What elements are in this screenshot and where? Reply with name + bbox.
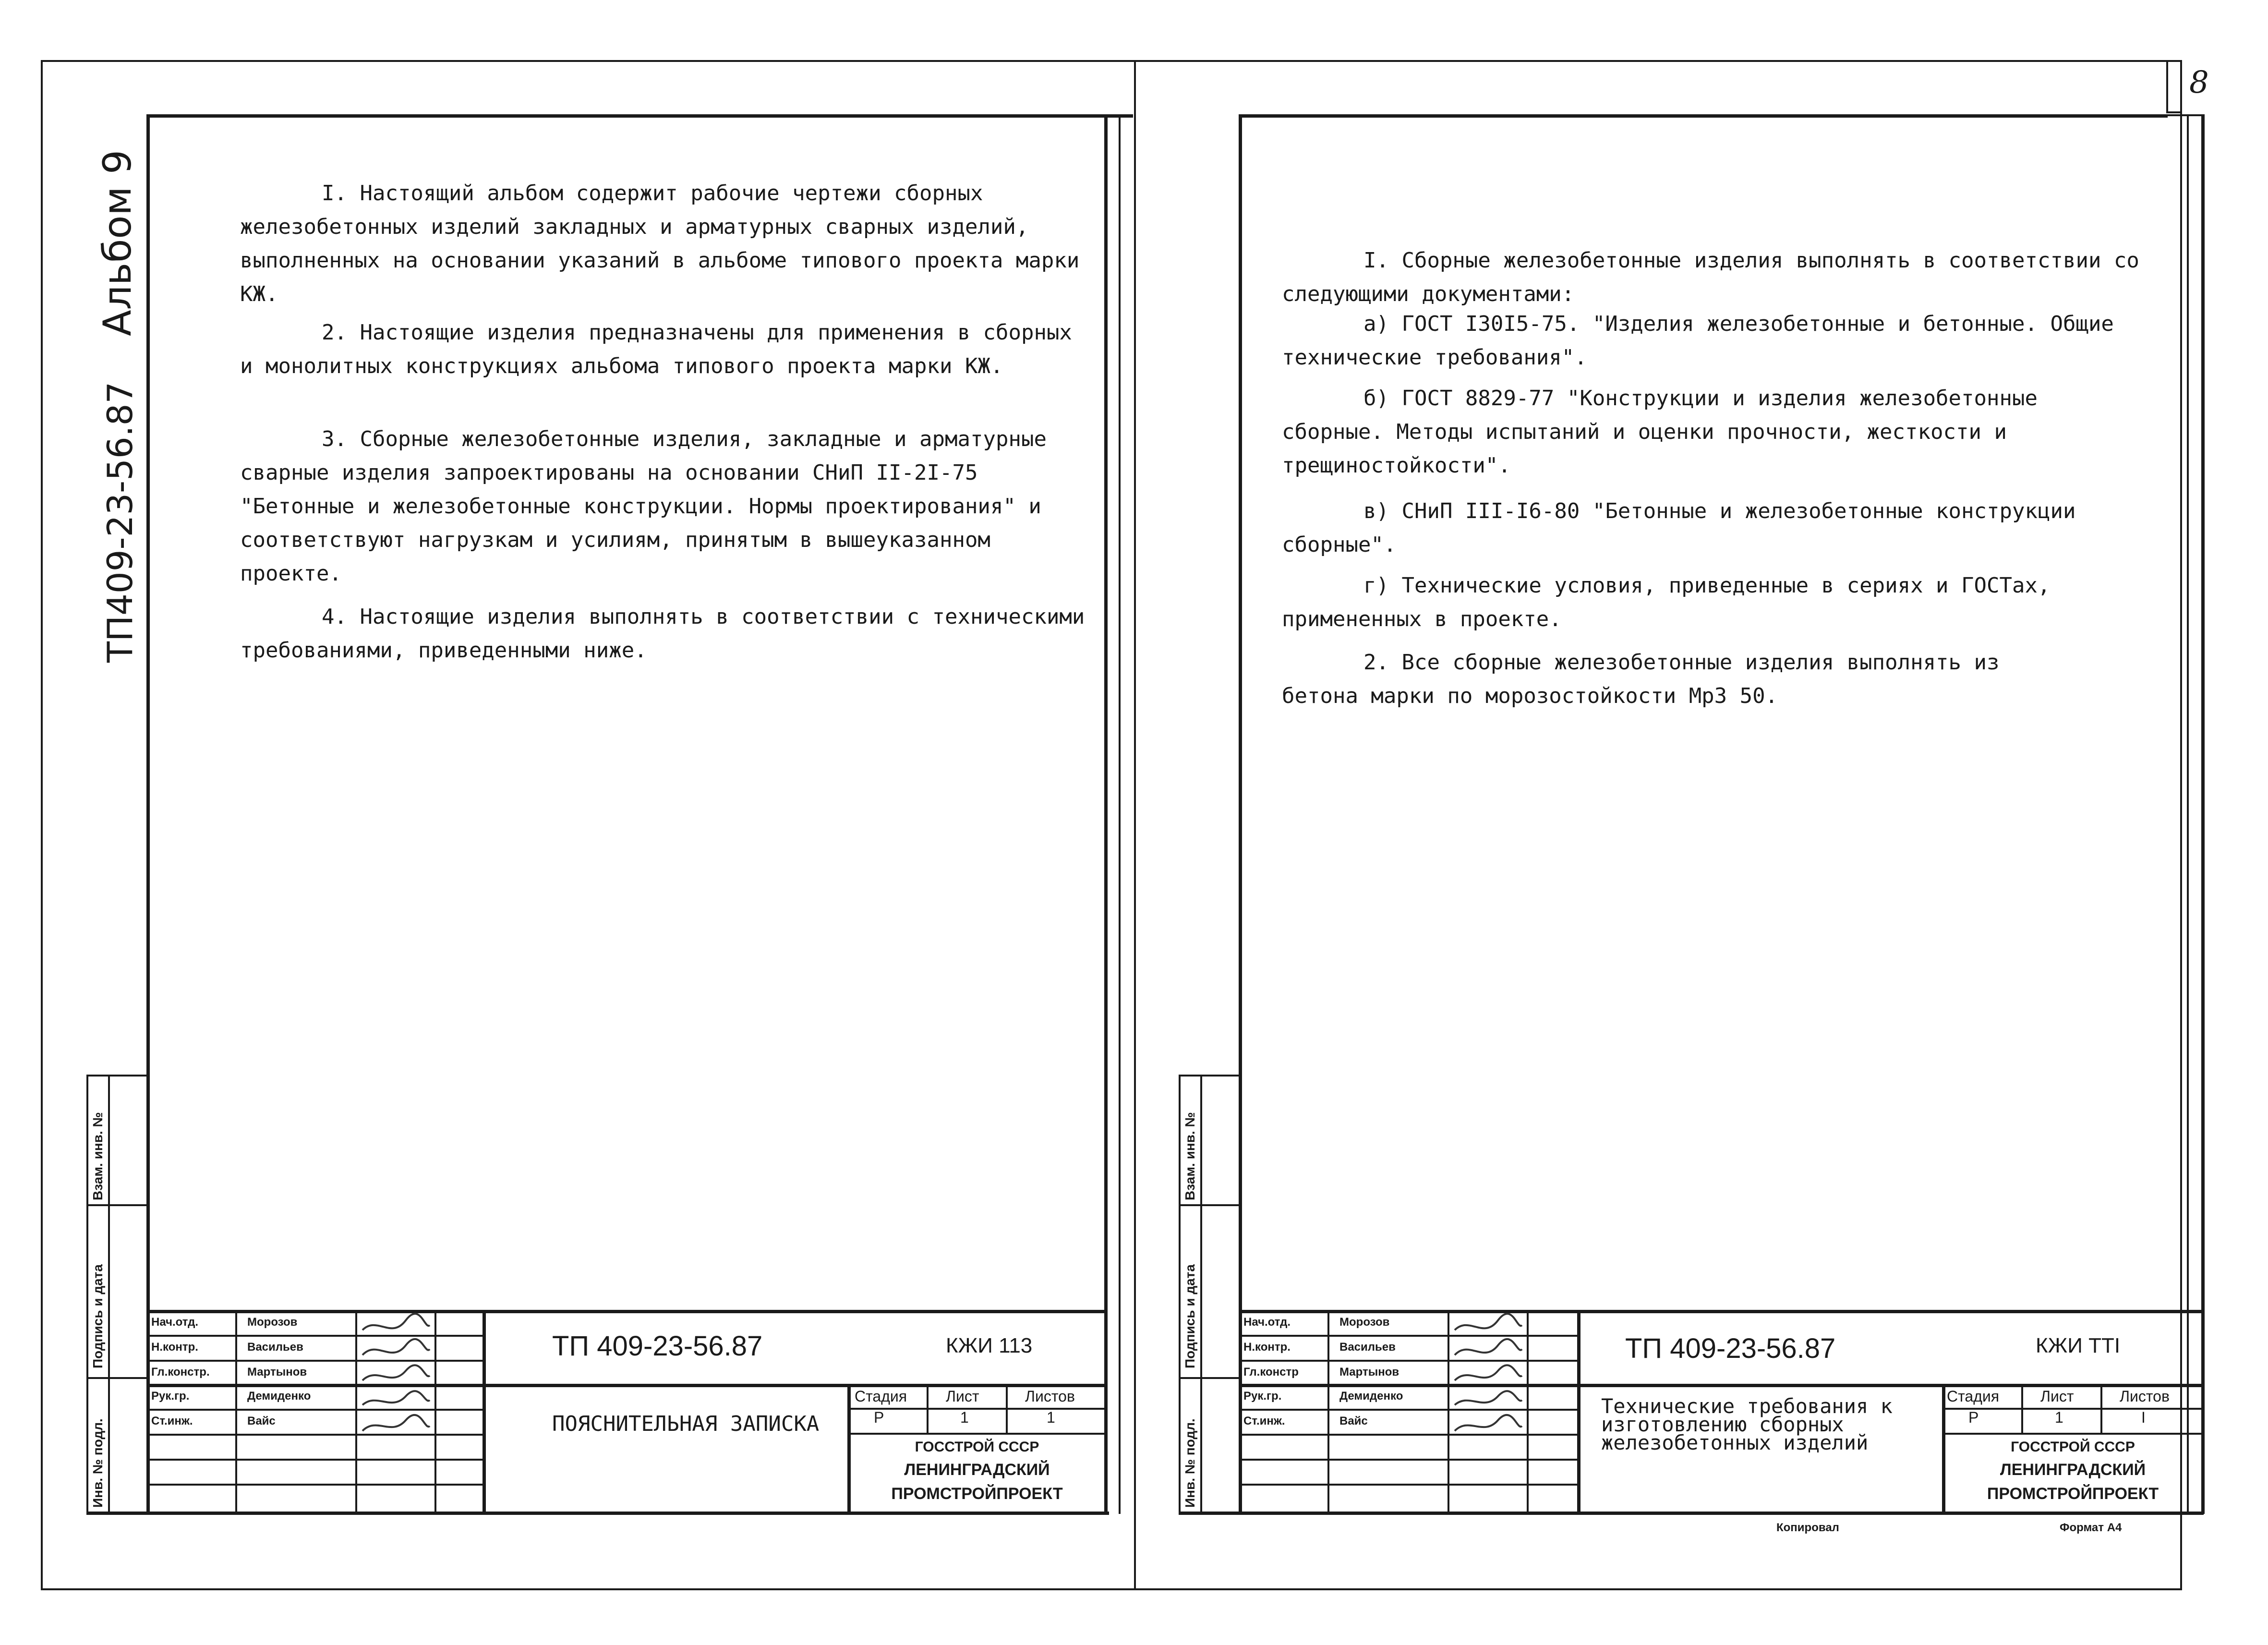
sheets-value: 1 bbox=[1047, 1409, 1055, 1426]
doc-code: ТП 409-23-56.87 bbox=[1625, 1333, 1836, 1364]
footer-copied: Копировал bbox=[1776, 1521, 1839, 1534]
doc-code: ТП 409-23-56.87 bbox=[552, 1331, 763, 1362]
stage-header: Стадия bbox=[855, 1388, 907, 1405]
org-line-3: ПРОМСТРОЙПРОЕКТ bbox=[891, 1485, 1063, 1503]
name-1: Морозов bbox=[247, 1316, 298, 1329]
organization bbox=[1944, 1437, 2201, 1506]
role-3: Гл.констр bbox=[1243, 1366, 1299, 1379]
org-line-2: ЛЕНИНГРАДСКИЙ bbox=[904, 1461, 1050, 1479]
organization bbox=[850, 1437, 1104, 1506]
role-1: Нач.отд. bbox=[1243, 1316, 1291, 1329]
name-5: Вайс bbox=[1339, 1415, 1368, 1427]
name-3: Мартынов bbox=[1339, 1366, 1399, 1379]
sheet-value: 1 bbox=[2055, 1409, 2063, 1426]
doc-mark: КЖИ 113 bbox=[946, 1334, 1033, 1357]
stage-value: Р bbox=[874, 1409, 884, 1426]
doc-title: ПОЯСНИТЕЛЬНАЯ ЗАПИСКА bbox=[552, 1412, 820, 1436]
doc-title: Технические требования к изготовлению сборных железобетонных изделий bbox=[1601, 1394, 1893, 1454]
role-5: Ст.инж. bbox=[1243, 1415, 1285, 1427]
sheet-value: 1 bbox=[960, 1409, 969, 1426]
name-1: Морозов bbox=[1339, 1316, 1390, 1329]
org-line-1: ГОССТРОЙ СССР bbox=[915, 1439, 1039, 1455]
role-2: Н.контр. bbox=[1243, 1341, 1291, 1354]
role-5: Ст.инж. bbox=[151, 1415, 193, 1427]
right-paragraph-1: I. Сборные железобетонные изделия выполнять в соответствии со следующими документами: bbox=[1282, 248, 2139, 306]
left-paragraph-2: 2. Настоящие изделия предназначены для применения в сборных и монолитных конструкциях альбома типового проекта марки КЖ. bbox=[240, 320, 1072, 378]
album-label: Альбом 9 bbox=[95, 150, 140, 336]
stamp-replacement-inv: Взам. инв. № bbox=[90, 1112, 105, 1200]
left-paragraph-1: I. Настоящий альбом содержит рабочие чертежи сборных железобетонных изделий закладных и арматурных сварных изделий, выполненных на основании указаний в альбоме типового проекта марки КЖ. bbox=[240, 181, 1080, 306]
right-paragraph-6: 2. Все сборные железобетонные изделия выполнять из бетона марки по морозостойкости МрЗ 50. bbox=[1282, 650, 2000, 708]
page-number: 8 bbox=[2189, 65, 2209, 100]
stamp-replacement-inv: Взам. инв. № bbox=[1182, 1112, 1197, 1200]
stamp-original-inv: Инв. № подл. bbox=[1182, 1418, 1197, 1508]
role-1: Нач.отд. bbox=[151, 1316, 199, 1329]
signature-marks bbox=[358, 1311, 434, 1440]
stamp-original-inv: Инв. № подл. bbox=[90, 1418, 105, 1508]
role-2: Н.контр. bbox=[151, 1341, 198, 1354]
name-2: Васильев bbox=[1339, 1341, 1396, 1354]
stage-value: Р bbox=[1968, 1409, 1979, 1426]
role-4: Рук.гр. bbox=[151, 1390, 190, 1403]
right-paragraph-4: в) СНиП III-I6-80 "Бетонные и железобетонные конструкции сборные". bbox=[1282, 499, 2076, 557]
name-5: Вайс bbox=[247, 1415, 276, 1427]
doc-mark: КЖИ ТТI bbox=[2036, 1334, 2121, 1357]
name-4: Демиденко bbox=[1339, 1390, 1403, 1403]
sheets-header: Листов bbox=[1025, 1388, 1075, 1405]
name-2: Васильев bbox=[247, 1341, 303, 1354]
right-paragraph-3: б) ГОСТ 8829-77 "Конструкции и изделия железобетонные сборные. Методы испытаний и оценки прочности, жесткости и трещиностойкости". bbox=[1282, 386, 2038, 478]
right-paragraph-2: а) ГОСТ I30I5-75. "Изделия железобетонные и бетонные. Общие технические требования". bbox=[1282, 312, 2114, 370]
left-paragraph-3: 3. Сборные железобетонные изделия, закладные и арматурные сварные изделия запроектированы на основании СНиП II-2I-75 "Бетонные и железобетонные конструкции. Нормы проектирования" и соответствуют нагрузкам и усилиям, принятым в вышеуказанном проекте. bbox=[240, 427, 1047, 586]
name-4: Демиденко bbox=[247, 1390, 311, 1403]
role-4: Рук.гр. bbox=[1243, 1390, 1282, 1403]
left-paragraph-4: 4. Настоящие изделия выполнять в соответствии с техническими требованиями, приведенными ниже. bbox=[240, 605, 1085, 663]
name-3: Мартынов bbox=[247, 1366, 307, 1379]
role-3: Гл.констр. bbox=[151, 1366, 210, 1379]
stamp-signature-date: Подпись и дата bbox=[90, 1264, 105, 1368]
footer-format: Формат А4 bbox=[2060, 1521, 2122, 1534]
sheet-header: Лист bbox=[946, 1388, 979, 1405]
sheets-value: I bbox=[2141, 1409, 2146, 1426]
signature-marks bbox=[1450, 1311, 1527, 1440]
stamp-signature-date: Подпись и дата bbox=[1182, 1264, 1197, 1368]
margin-doc-code: ТП409-23-56.87 bbox=[100, 381, 140, 663]
org-line-2: ЛЕНИНГРАДСКИЙ bbox=[2000, 1461, 2146, 1479]
org-line-1: ГОССТРОЙ СССР bbox=[2011, 1439, 2135, 1455]
org-line-3: ПРОМСТРОЙПРОЕКТ bbox=[1987, 1485, 2159, 1503]
stage-header: Стадия bbox=[1947, 1388, 2000, 1405]
right-paragraph-5: г) Технические условия, приведенные в сериях и ГОСТах, примененных в проекте. bbox=[1282, 573, 2051, 631]
sheet-header: Лист bbox=[2040, 1388, 2074, 1405]
sheets-header: Листов bbox=[2120, 1388, 2170, 1405]
